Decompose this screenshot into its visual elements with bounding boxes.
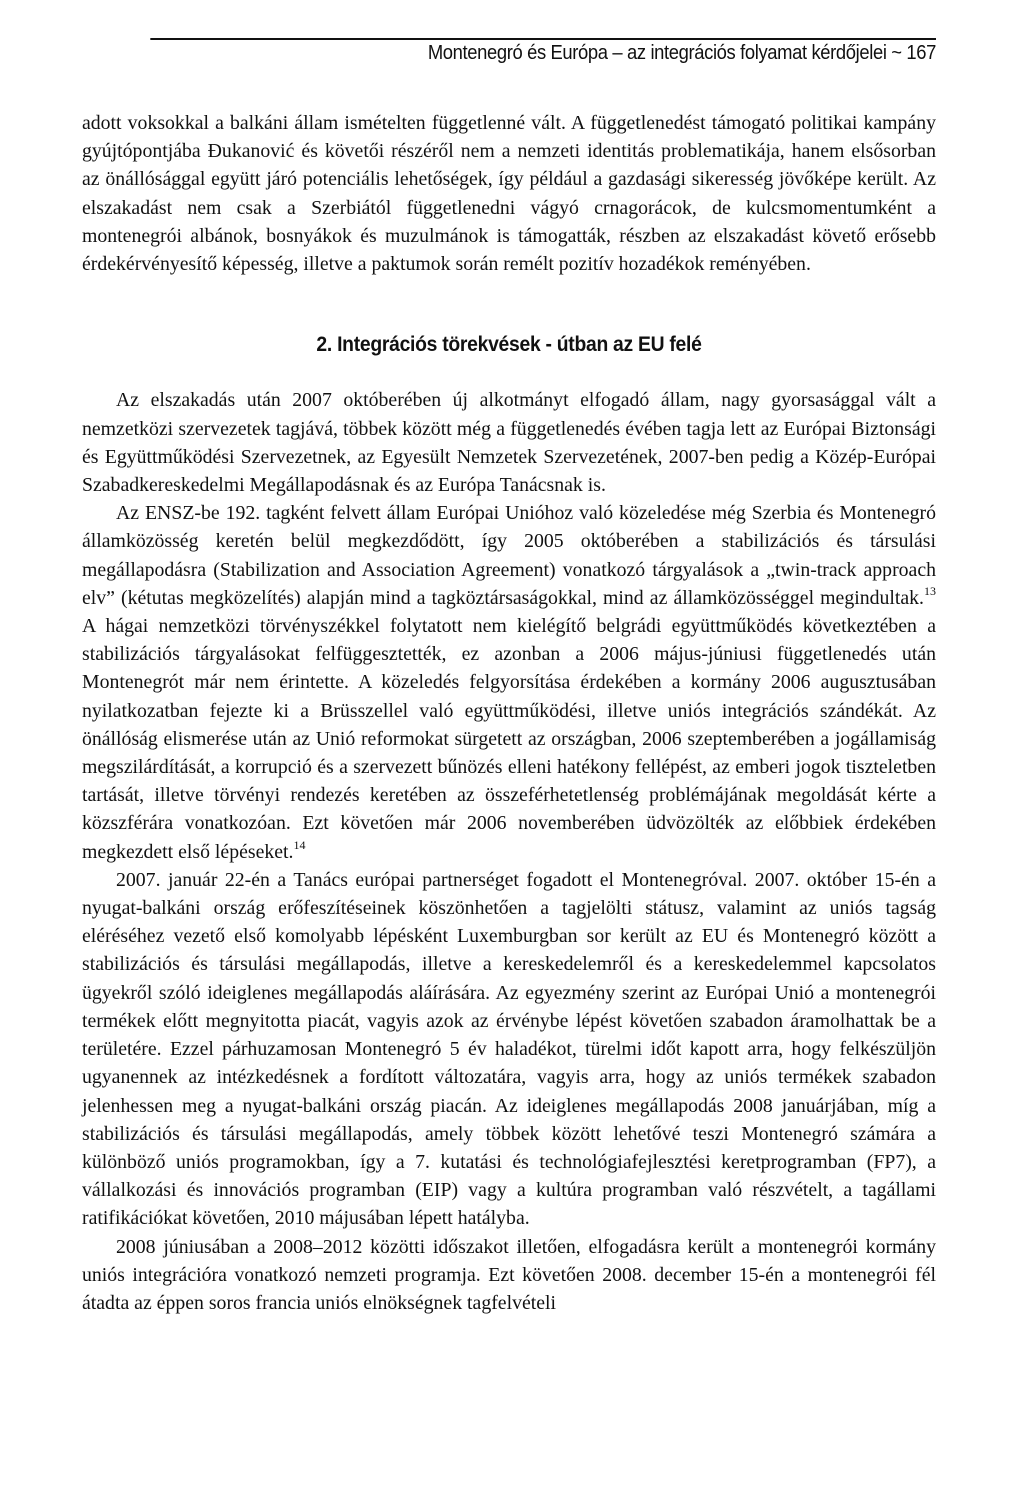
- section-heading: 2. Integrációs törekvések - útban az EU felé: [316, 333, 702, 357]
- paragraph: Az elszakadás után 2007 októberében új alkotmányt elfogadó állam, nagy gyorsasággal vált a nemzetközi szervezetek tagjává, többek között még a függetlenedés évében tagja lett az Európai Biztonsági és Együttműködési Szervezetnek, az Egyesült Nemzetek Szervezetének, 2007-ben pedig a Közép-Európai Szabadkereskedelmi Megállapodásnak és az Európa Tanácsnak is.: [82, 389, 936, 497]
- paragraph-text: Az ENSZ-be 192. tagként felvett állam Európai Unióhoz való közeledése még Szerbia és Montenegró államközösség keretén belül megkezdődött, így 2005 októberében a stabilizációs és társulási megállapodásra (Stabilization and Association Agreement) vonatkozó tárgyalások a „twin-track approach elv” (kétutas megközelítés) alapján mind a tagköztársaságokkal, mind az államközösséggel megindultak.: [82, 502, 936, 609]
- paragraph-text: A hágai nemzetközi törvényszékkel folytatott nem kielégítő belgrádi együttműködés következtében a stabilizációs tárgyalásokat felfüggesztették, ez azonban a 2006 május-júniusi függetlenedés után Montenegrót már nem érintette. A közeledés felgyorsítása érdekében a kormány 2006 augusztusában nyilatkozatban fejezte ki a Brüsszellel való együttműködési, illetve uniós integrációs szándékát. Az önállóság elismerése után az Unió reformokat sürgetett az országban, 2006 szeptemberében a jogállamiság megszilárdítását, a korrupció és a szervezett bűnözés elleni hatékony fellépést, az emberi jogok tiszteletben tartását, illetve törvényi rendezés keretében az összeférhetetlenség problémájának megoldását kérte a közszférára vonatkozóan. Ezt követően már 2006 novemberében üdvözölték az előbbiek érdekében megkezdett első lépéseket.: [82, 615, 936, 863]
- running-header: Montenegró és Európa – az integrációs folyamat kérdőjelei ~ 167: [150, 38, 936, 65]
- paragraph: 2008 júniusában a 2008–2012 közötti időszakot illetően, elfogadásra került a montenegrói kormány uniós integrációra vonatkozó nemzeti programja. Ezt követően 2008. december 15-én a montenegrói fél átadta az éppen soros francia uniós elnökségnek tagfelvételi: [82, 1235, 936, 1314]
- page: [82, 38, 936, 1317]
- page-body: [82, 109, 936, 1317]
- footnote-marker[interactable]: 13: [924, 583, 936, 598]
- footnote-marker[interactable]: 14: [293, 837, 306, 852]
- paragraph-continued: adott voksokkal a balkáni állam ismételten függetlenné vált. A függetlenedést támogató politikai kampány gyújtópontjába Đukanović és követői részéről nem a nemzeti identitás problematikája, hanem elsősorban az önállósággal együtt járó potenciális lehetőségek, így például a gazdasági sikeresség jövőképe került. Az elszakadást nem csak a Szerbiától függetlenedni vágyó crnagorácok, de kulcsmomentumként a montenegrói albánok, bosnyákok és muzulmánok is támogatták, részben az elszakadást követő erősebb érdekérvényesítő képesség, illetve a paktumok során remélt pozitív hozadékok reményében.: [82, 112, 936, 276]
- paragraph: 2007. január 22-én a Tanács európai partnerséget fogadott el Montenegróval. 2007. október 15-én a nyugat-balkáni ország erőfeszítéseinek köszönhetően a tagjelölti státusz, valamint az uniós tagság eléréséhez vezető első komolyabb lépésként Luxemburgban sor került az EU és Montenegró között a stabilizációs és társulási megállapodás, illetve a kereskedelemről és a kereskedelemmel kapcsolatos ügyekről szóló ideiglenes megállapodás aláírására. Az egyezmény szerint az Európai Unió a montenegrói termékek előtt megnyitotta piacát, vagyis azok az érvénybe lépést követően szabadon áramolhattak be a területére. Ezzel párhuzamosan Montenegró 5 év haladékot, türelmi időt kapott arra, hogy felkészüljön ugyanennek az intézkedésnek a fordított változatára, vagyis arra, hogy az uniós termékek szabadon jelenhessen meg a nyugat-balkáni ország piacán. Az ideiglenes megállapodás 2008 januárjában, míg a stabilizációs és társulási megállapodás, amely többek között lehetővé teszi Montenegró számára a különböző uniós programokban, így a 7. kutatási és technológiafejlesztési keretprogramban (FP7), a vállalkozási és innovációs programban (EIP) vagy a kultúra programban való részvételt, a tagállami ratifikációkat követően, 2010 májusában lépett hatályba.: [82, 868, 936, 1230]
- paragraph-with-footnotes: [82, 499, 936, 866]
